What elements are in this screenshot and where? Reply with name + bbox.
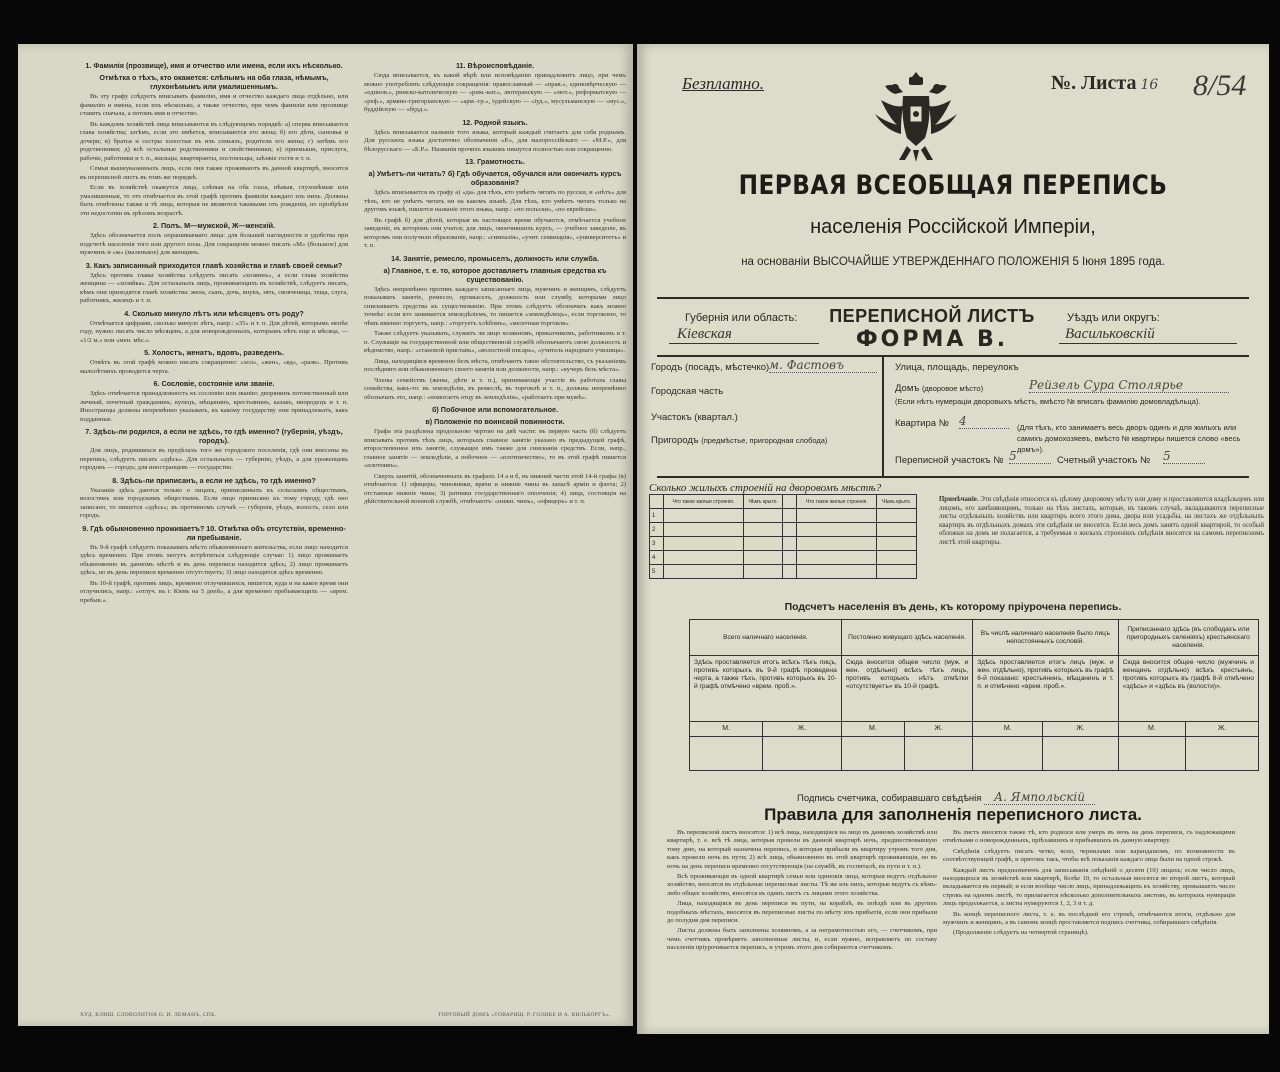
female-label: Ж. bbox=[1043, 722, 1118, 737]
paragraph: (Продолженіе слѣдуетъ на четвертой страницѣ). bbox=[953, 929, 1089, 937]
paragraph: Свѣдѣнія слѣдуетъ писать четко, ясно, чернилами или карандашомъ, по возможности въ соотвѣтствующей графѣ, и притомъ такъ, чтобы всѣ показанія каждаго лица были на одной строкѣ. bbox=[943, 847, 1235, 864]
house-field bbox=[895, 383, 983, 394]
house-subnote-wrap bbox=[895, 396, 1255, 407]
paragraph: Каждый листъ предназначенъ для записыванія свѣдѣній о десяти (10) лицахъ; если число лицъ, находящихся въ хозяйствѣ или квартирѣ, болѣе 10, то остальныя вносятся во второй листъ, который вкладывается въ первый; и если вообще число лицъ, принадлежащихъ къ хозяйству, превышаетъ число строкъ на одномъ листѣ, то прилагается нѣсколько дополнительныхъ листовъ, въ которыхъ нумерація лицъ продолжается, а листы нумеруются 1, 2, 3 и т. д. bbox=[943, 866, 1235, 908]
count-header-nonpermanent: Въ числѣ наличнаго населенія было лицъ непостоянныхъ сословій. bbox=[973, 620, 1118, 656]
male-label: М. bbox=[973, 722, 1043, 737]
province-value: Кіевская bbox=[669, 326, 819, 344]
paragraph: Въ каждомъ хозяйствѣ лица вписываются въ слѣдующемъ порядкѣ: а) сперва вписывается глава хозяйства; затѣмъ, если это имѣется, вписываются его жена; б) его дѣти, сыновья и дочери; в) братья и сестры холостые въ ихъ семьяхъ, родители его жены; г) затѣмъ его родственники; д) всѣ остальные родственники и свойственники; е) приемыши, прислуга, рабочіе, работники и т. п., жильцы, квартиранты, постояльцы, заѣзжіе гости и т. п. bbox=[80, 120, 348, 162]
suburb-field bbox=[651, 435, 827, 446]
apartment-note-wrap bbox=[1017, 422, 1251, 455]
section-heading: 7. Здѣсь-ли родился, а если не здѣсь, то гдѣ именно? (губернія, уѣздъ, городъ). bbox=[85, 427, 343, 445]
paragraph: Лица, находящіяся временно безъ мѣста, отмѣчаютъ такое обстоятельство, съ указаніемъ послѣдняго или обыкновеннаго своего занятія или должности, напр.: «кучеръ безъ мѣста». bbox=[364, 357, 626, 373]
houses-table bbox=[649, 494, 917, 579]
house-label: Домъ bbox=[895, 383, 920, 394]
header-rule bbox=[657, 297, 1249, 299]
houses-question: Сколько жилыхъ строеній на дворовомъ мѣстѣ? bbox=[649, 482, 882, 494]
enumerator-signature bbox=[797, 790, 1095, 804]
note-title: Примѣчаніе. bbox=[939, 496, 979, 503]
right-page bbox=[637, 44, 1269, 1034]
paragraph: Листы должны быть заполнены хозяиномъ, а за неграмотностью его, — счетчикомъ, при чемъ счетчикъ провѣряетъ заполненные листы, и, если нужно, исправляетъ по составу населенія пріурочивается перепись, и утромъ этого дня собираются счетчикомъ. bbox=[667, 927, 937, 952]
city-part-label: Городская часть bbox=[651, 386, 724, 397]
census-district-value: 5 bbox=[1009, 449, 1051, 464]
female-label: Ж. bbox=[763, 722, 842, 737]
paragraph: Здѣсь непремѣнно противъ каждаго записаннаго лица, мужчинъ и женщинъ, слѣдуетъ показывать занятіе, ремесло, промыселъ, должность или службу, которыми лицо снискиваетъ средства къ существованію. При этомъ слѣдуетъ обозначать какъ можно точнѣе: если кто занимается земледѣліемъ, то пишется «земледѣлецъ», если торговлею, то чѣмъ именно торгуетъ, напр.: «торгуетъ хлѣбомъ», «мелочная торговля». bbox=[364, 285, 626, 327]
city-field bbox=[651, 362, 769, 373]
sheet-number-label: №. Листа bbox=[1051, 72, 1137, 94]
houses-row-num: 2 bbox=[650, 523, 664, 537]
counting-district-value: 5 bbox=[1163, 449, 1205, 464]
paragraph: Члены семействъ (жены, дѣти и т. п.), принимающіе участіе въ работахъ главы семейства, какъ-то: въ земледѣліи, въ ремеслѣ, въ торговлѣ и т. п., должны непремѣнно обозначать это, напр.: «помогаетъ отцу въ земледѣліи», «работаетъ при мужѣ». bbox=[364, 376, 626, 401]
paragraph: Здѣсь противъ главы хозяйства слѣдуетъ писать «хозяинъ», а если глава хозяйства женщина — «хозяйка». Для остальныхъ лицъ, проживающихъ въ хозяйствѣ, слѣдуетъ писать, кѣмъ они приходятся главѣ хозяйства: жена, сынъ, дочь, внукъ, зять, свояченица, теща, слуга, работникъ, жилецъ и т. п. bbox=[80, 271, 348, 304]
apartment-label: Квартира № bbox=[895, 418, 949, 429]
count-header-total: Всего наличнаго населенія. bbox=[690, 620, 842, 656]
rules-column-1 bbox=[667, 829, 937, 1025]
paragraph: Сюда вписывается, къ какой вѣрѣ или исповѣданію принадлежитъ лицо, при чемъ можно употреблять слѣдующія сокращенія: православный — «прав.», единовѣрческую — «единов.», римско-католическую — «рим.-кат.», лютеранскую — «лют.», реформатскую — «реф.», армяно-григоріанскую — «арм.-гр.», іудейскую — «іуд.», мусульманскую — «мус.», буддійскую — «будд.». bbox=[364, 72, 626, 113]
section-heading: 4. Сколько минуло лѣтъ или мѣсяцевъ отъ роду? bbox=[124, 308, 304, 318]
signature-value: А. Ямпольскій bbox=[984, 790, 1095, 805]
address-bottom-rule bbox=[657, 476, 1249, 478]
count-cell bbox=[905, 737, 973, 771]
section-heading: б) Побочное или вспомогательное. bbox=[431, 405, 559, 414]
male-label: М. bbox=[1118, 722, 1186, 737]
paragraph: Для лицъ, родившихся въ предѣлахъ того же городского поселенія, гдѣ они внесены въ перепись, слѣдуетъ писать «здѣсь». Для остальныхъ — губернію, уѣздъ, а для уроженцевъ городовъ — городъ; для иностранцевъ — государство. bbox=[80, 447, 348, 471]
suburb-label: Пригородъ bbox=[651, 435, 699, 446]
section-heading: 8. Здѣсь-ли приписанъ, а если не здѣсь, то гдѣ именно? bbox=[112, 475, 316, 485]
counting-district-label: Счетный участокъ № bbox=[1057, 455, 1151, 466]
section-heading: в) Положеніе по воинской повинности. bbox=[425, 417, 565, 426]
census-sheet-title: ПЕРЕПИСНОЙ ЛИСТЪ bbox=[829, 306, 1035, 326]
address-divider bbox=[882, 355, 884, 476]
paragraph: Въ концѣ переписного листа, т. е. въ послѣдней его строкѣ, отмѣчаются итоги, отдѣльно для мужчинъ и женщинъ, а въ самомъ концѣ проставляется подпись счетчика, собиравшаго свѣдѣнія. bbox=[943, 910, 1235, 927]
section-heading: 9. Гдѣ обыкновенно проживаетъ? 10. Отмѣтка объ отсутствіи, временно-ли пребываніе. bbox=[82, 523, 346, 542]
paragraph: Здѣсь вписывается въ графу а) «да» для тѣхъ, кто умѣетъ читать по русски, и «нѣтъ» для тѣхъ, кто не умѣетъ читать ни на какомъ языкѣ. Для тѣхъ, кто умѣетъ читать только на другомъ языкѣ, пишется названіе этого языка, напр.: «по польски», «по еврейски». bbox=[364, 189, 626, 213]
paragraph: Въ 10-й графѣ, противъ лицъ, временно отлучившихся, пишется, куда и на какое время они отлучились, напр.: «отлуч. въ г. Кіевъ на 5 дней», а для временно пребывающихъ — «врем. пребыв.». bbox=[80, 579, 348, 604]
count-cell bbox=[973, 737, 1043, 771]
census-district-label: Переписной участокъ № bbox=[895, 455, 1004, 466]
double-headed-eagle-icon bbox=[873, 70, 959, 166]
section-heading: 13. Грамотность. bbox=[465, 157, 525, 166]
left-column-1 bbox=[80, 58, 348, 1000]
houses-row-num: 3 bbox=[650, 537, 664, 551]
count-header-peasant: Приписаннаго здѣсь (въ слободахъ или пригородныхъ селеніяхъ) крестьянскаго населенія. bbox=[1118, 620, 1258, 656]
female-label: Ж. bbox=[1186, 722, 1259, 737]
section-heading: 14. Занятіе, ремесло, промыселъ, должность или служба. bbox=[391, 253, 599, 263]
houses-row-num: 1 bbox=[650, 509, 664, 523]
paragraph: Всѣ проживающія въ одной квартирѣ семьи или одинокія лица, которыя ведутъ отдѣльное хозяйство, вносятся въ отдѣльные переписные листы. Тѣ же изъ нихъ, которые ведутъ съ кѣмъ-либо общее хозяйство, вносятся въ одинъ листъ съ лицами этого хозяйства. bbox=[667, 873, 937, 897]
section-heading: 3. Какъ записанный приходится главѣ хозяйства и главѣ своей семьи? bbox=[85, 260, 343, 270]
suburb-note: (предмѣстье, пригородная слобода) bbox=[701, 436, 828, 445]
count-header-permanent: Постоянно живущаго здѣсь населенія. bbox=[841, 620, 972, 656]
count-cell bbox=[1043, 737, 1118, 771]
count-desc-peasant: Сюда вносится общее число (мужчинъ и женщинъ отдѣльно) всѣхъ крестьянъ, противъ которыхъ въ графѣ 8-й отмѣчено «здѣсь» и «здѣсь въ (волости)». bbox=[1118, 656, 1258, 722]
paragraph: Въ 9-й графѣ слѣдуетъ показывать мѣсто обыкновеннаго жительства, если лицо находится здѣсь временно. При этомъ могутъ встрѣтиться слѣдующіе случаи: 1) лицо проживаетъ обыкновенно въ данномъ мѣстѣ и въ день переписи находится здѣсь; 2) лицо проживаетъ здѣсь, но въ день переписи временно отсутствуетъ; 3) лицо находится здѣсь временно. bbox=[80, 543, 348, 576]
paragraph: Если въ хозяйствѣ окажутся лица, слѣпыя на оба глаза, нѣмыя, глухонѣмыя или умалишенныя, то это отмѣчается въ этой графѣ противъ фамиліи каждаго изъ нихъ. Должны быть отмѣчены также и тѣ лица, которыя не являются таковыми отъ рожденія, но пріобрѣли эти недостатки въ зрѣломъ возрастѣ. bbox=[80, 184, 348, 217]
city-label: Городъ (посадъ, мѣстечко) bbox=[651, 362, 770, 373]
population-count-title: Подсчетъ населенія въ день, къ которому пріурочена перепись. bbox=[784, 601, 1122, 613]
decree-line: на основаніи ВЫСОЧАЙШЕ УТВЕРЖДЕННАГО ПОЛОЖЕНІЯ 5 Іюня 1895 года. bbox=[741, 256, 1165, 268]
page-title: ПЕРВАЯ ВСЕОБЩАЯ ПЕРЕПИСЬ bbox=[738, 170, 1168, 201]
rules-title: Правила для заполненія переписного листа. bbox=[764, 805, 1142, 824]
count-cell bbox=[690, 737, 763, 771]
section-heading: а) Главное, т. е. то, которое доставляетъ главныя средства къ существованію. bbox=[383, 265, 607, 284]
houses-header: Чѣмъ крыто. bbox=[877, 495, 917, 509]
paragraph: Отмѣчается цифрами, сколько минуло лѣтъ, напр.: «35» и т. п. Для дѣтей, которымъ менѣе году, нужно писать число мѣсяцевъ, а для новорожденныхъ, которымъ нѣтъ еще и мѣсяца, — «1/2 м.» или «мен. мѣс.». bbox=[80, 319, 348, 344]
address-top-rule bbox=[657, 355, 1249, 357]
printer-imprint-left: ХУД. КЛИШ. СЛОВОЛИТНЯ О. И. ЛЕМАНЪ, СПБ. bbox=[80, 1012, 217, 1018]
section-heading: Отмѣтка о тѣхъ, кто окажется: слѣпымъ на оба глаза, нѣмымъ, глухонѣмымъ или умалишеннымъ. bbox=[99, 73, 329, 91]
count-cell bbox=[841, 737, 904, 771]
quarter-label: Участокъ (квартал.) bbox=[651, 412, 738, 423]
district-value: Васильковскій bbox=[1059, 326, 1237, 344]
section-heading: 11. Вѣроисповѣданіе. bbox=[455, 61, 535, 70]
district-label: Уѣздъ или округъ: bbox=[1067, 312, 1160, 324]
male-label: М. bbox=[841, 722, 904, 737]
houses-row-num: 4 bbox=[650, 551, 664, 565]
sheet-number-value: 16 bbox=[1140, 77, 1159, 93]
paragraph: Указанія здѣсь даются только о лицахъ, приписанныхъ къ сельскимъ обществамъ, волостямъ или городскимъ обществамъ. Если лицо приписано къ тому городу, гдѣ оно записано, то пишется «здѣсь»; въ противномъ случаѣ — губернія, уѣздъ, волость, село или городъ. bbox=[80, 486, 348, 519]
paragraph: Въ листъ вносятся также тѣ, кто родился или умеръ въ ночь на день переписи, съ надлежащими отмѣтками о новорожденныхъ, пріѣхавшихъ и прибывшихъ въ данную квартиру. bbox=[943, 829, 1235, 845]
signature-label: Подпись счетчика, собиравшаго свѣдѣнія bbox=[797, 793, 982, 804]
paragraph: Сверхъ занятій, обозначенныхъ въ графахъ 14 а и б, въ нижней части этой 14-й графы (в) отмѣчается: 1) офицеры, чиновники, врачи и нижніе чины въ запасѣ арміи и флота; 2) отставные нижніе чины; 3) ратники государственнаго ополченія; 4) лица, состоящія на дѣйствительной военной службѣ, отмѣчаютъ: «нижн. чинъ», «офицеръ» и т. п. bbox=[364, 472, 626, 505]
section-heading: 2. Полъ. М—мужской, Ж—женскій. bbox=[153, 221, 275, 230]
paragraph: Въ графѣ б) для дѣтей, которыя въ настоящее время обучаются, отмѣчается учебное заведеніе, въ которомъ они учатся; для лицъ, окончившихъ курсъ, — учебное заведеніе, въ которомъ они получили образованіе, напр.: «гимназія», «учит. семинарія», «университетъ» и т. п. bbox=[364, 216, 626, 249]
paragraph: Здѣсь отмѣчается принадлежность къ сословію или званію: дворянинъ потомственный или личный, почетный гражданинъ, купецъ, мѣщанинъ, крестьянинъ, казакъ, инородецъ и т. п. Иностранцы должны непремѣнно указывать, къ какому государству они принадлежатъ, какъ подданные. bbox=[80, 390, 348, 423]
form-title: ФОРМА В. bbox=[855, 327, 1009, 352]
houses-header: Что такое жилыя строенія. bbox=[797, 495, 877, 509]
count-desc-permanent: Сюда вносится общее число (муж. и жен. отдѣльно) всѣхъ тѣхъ лицъ, противъ которыхъ нѣтъ отмѣтки «отсутствуетъ» въ 10-й графѣ. bbox=[841, 656, 972, 722]
house-value: Рейзель Сура Столярье bbox=[1029, 378, 1229, 393]
count-cell bbox=[1118, 737, 1186, 771]
section-heading: 1. Фамилія (прозвище), имя и отчество или имена, если ихъ нѣсколько. bbox=[85, 61, 343, 70]
paragraph: Отвѣтъ въ этой графѣ можно писать сокращенно: «хол», «жен», «вд», «разв». Противъ малолѣтнихъ проводится черта. bbox=[80, 359, 348, 375]
male-label: М. bbox=[690, 722, 763, 737]
houses-row-num: 5 bbox=[650, 565, 664, 579]
houses-header: Что такое жилыя строенія. bbox=[664, 495, 744, 509]
paragraph: Въ эту графу слѣдуетъ вписывать фамилію, имя и отчество каждаго лица отдѣльно, или фамилію и имена, если ихъ нѣсколько, а также отчество, при чемъ фамиліи или прозвище ставятъ сначала, а потомъ имя и отчество. bbox=[80, 93, 348, 117]
city-value: м. Фастовъ bbox=[769, 358, 877, 373]
houses-num-header bbox=[783, 495, 797, 509]
province-label: Губернія или область: bbox=[685, 312, 798, 324]
sheet-number bbox=[1051, 72, 1158, 95]
section-heading: 12. Родной языкъ. bbox=[462, 117, 528, 127]
apartment-value: 4 bbox=[959, 414, 1009, 429]
houses-header: Чѣмъ крыто. bbox=[743, 495, 783, 509]
count-desc-nonpermanent: Здѣсь проставляется итогъ лицъ (муж. и жен. отдѣльно), противъ которыхъ въ графѣ 6-й показано: крестьянинъ, мѣщанинъ и т. п. и отмѣчено «врем. проб.». bbox=[973, 656, 1118, 722]
paragraph: Въ переписной листъ вносятся: 1) всѣ лица, находящіяся на лицо въ данномъ хозяйствѣ или квартирѣ, т. е. всѣ тѣ лица, которыя провели въ данной квартирѣ ночь, предшествовавшую тому дню, на который назначена перепись, и которыя прибыли въ квартиру утромъ того дня, какъ провели ночь въ пути; 2) всѣ лица, обыкновенно въ этой квартирѣ проживающія, но въ ночь на день переписи временно отсутствующія (на службѣ, въ госпиталѣ, въ пути и т. п.). bbox=[667, 829, 937, 870]
houses-num-header bbox=[650, 495, 664, 509]
paragraph: Здѣсь вписывается названіе того языка, который каждый считаетъ для себя роднымъ. Для русскихъ языка достаточно обозначенія «Р.», для малороссійскаго — «М.Р.», для бѣлорусскаго — «Б.Р.». Названія прочихъ языковъ пишутся полностью или сокращенно. bbox=[364, 128, 626, 153]
paragraph: Графа эта раздѣлена продольною чертою на двѣ части: въ первую часть (б) слѣдуетъ вписывать противъ тѣхъ лицъ, которыхъ главное занятіе указано въ предыдущей графѣ, второстепенное ихъ занятіе, служащее имъ также для снисканія средствъ. Если, напр., главное занятіе — земледѣліе, а побочное — «плотничество», то въ этой графѣ пишется «плотникъ». bbox=[364, 428, 626, 469]
street-label: Улица, площадь, переулокъ bbox=[895, 362, 1019, 373]
population-count-table bbox=[689, 619, 1259, 771]
paragraph: Семьи вышеуказанныхъ лицъ, если они также проживаютъ въ данной квартирѣ, вносятся въ переписной листъ въ томъ же порядкѣ. bbox=[80, 165, 348, 181]
count-cell bbox=[1186, 737, 1259, 771]
female-label: Ж. bbox=[905, 722, 973, 737]
left-column-2 bbox=[364, 58, 626, 1000]
paragraph: Также слѣдуетъ указывать, служитъ ли лицо хозяиномъ, приказчикомъ, работникомъ и т. п. Служащіе на государственной или общественной службѣ обозначаютъ свою должность и вѣдомство, напр.: «становой приставъ», «волостной писарь», «учитель народнаго училища». bbox=[364, 330, 626, 354]
count-cell bbox=[763, 737, 842, 771]
house-note: (дворовое мѣсто) bbox=[921, 384, 984, 393]
paragraph: Здѣсь обозначается полъ опрашиваемаго лица: для большей наглядности и удобства при подсчетѣ населенія того или другого пола. Для сокращенія можно писать «М» (большое) для мужчинъ и «ж» (маленькое) для женщинъ. bbox=[80, 232, 348, 256]
page-subtitle: населенія Россійской Имперіи, bbox=[810, 216, 1096, 238]
paragraph: Лица, находящіяся въ день переписи въ пути, на кораблѣ, въ поѣздѣ или въ другихъ подобныхъ мѣстахъ, вносятся въ переписные листы по мѣсту ихъ прибытія, если они прибыли до полудня дня переписи. bbox=[667, 900, 937, 925]
section-heading: а) Умѣетъ-ли читать? б) Гдѣ обучается, обучался или окончилъ курсъ образованія? bbox=[368, 169, 622, 187]
section-heading: 5. Холостъ, женатъ, вдовъ, разведенъ. bbox=[144, 348, 284, 357]
note-text: Эти свѣдѣнія относятся къ цѣлому дворовому мѣсту или дому и проставляются владѣльцемъ или лицомъ, его замѣняющимъ, только на тѣхъ листахъ, которые, въ такомъ случаѣ, вкладываются переписные листы отдѣльныхъ хозяйствъ или квартиръ всего этого дома, двора или усадьбы, на листахъ же отдѣльныхъ квартиръ въ отдѣльныхъ домахъ эти свѣдѣнія не вносятся. Если весь домъ занятъ одной квартирой, то особый обложки на домъ не полагается, а требуемыя о жилыхъ строеніяхъ свѣдѣнія вносятся на самомъ переписномъ листѣ этой квартиры. bbox=[939, 496, 1264, 546]
count-desc-total: Здѣсь проставляется итогъ всѣхъ тѣхъ лицъ, противъ которыхъ въ 9-й графѣ проведена черта, а также тѣхъ, противъ которыхъ въ 10-й графѣ отмѣчено «врем. проб.». bbox=[690, 656, 842, 722]
margin-handwritten-note: 8/54 bbox=[1193, 69, 1247, 102]
house-subnote: (Если нѣтъ нумераціи дворовыхъ мѣстъ, вмѣсто № вписать фамилію домовладѣльца). bbox=[895, 397, 1201, 406]
rules-column-2 bbox=[943, 829, 1235, 1025]
free-label: Безплатно. bbox=[682, 74, 765, 93]
houses-note bbox=[939, 496, 1264, 548]
section-heading: 6. Сословіе, состояніе или званіе. bbox=[153, 379, 275, 388]
printer-imprint-right: ТОРГОВЫЙ ДОМЪ «ТОВАРИЩ. Р. ГОЛИКЕ И А. ВИЛЬБОРГЪ». bbox=[438, 1012, 611, 1018]
apartment-note: (Для тѣхъ, кто занимаетъ весь дворъ одинъ и для жилыхъ или самихъ домохозяевъ, вмѣсто № квартиры пишется слово «весь домъ»). bbox=[1017, 423, 1241, 454]
left-page bbox=[18, 44, 633, 1026]
